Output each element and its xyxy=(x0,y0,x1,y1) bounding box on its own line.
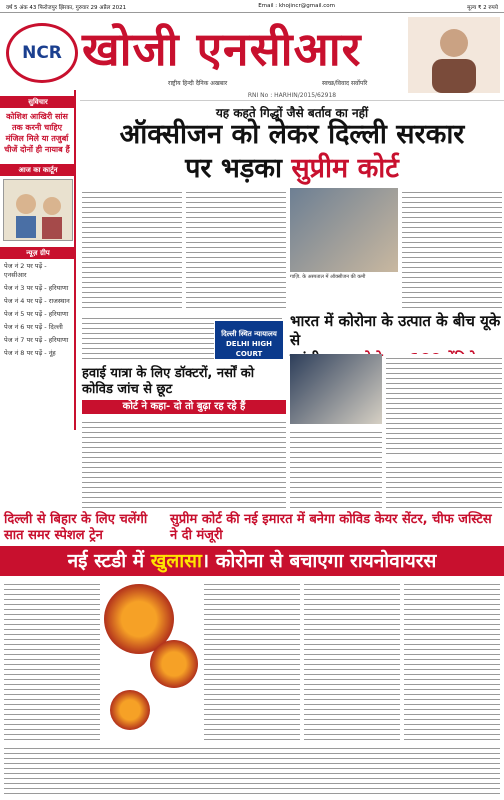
page-link[interactable]: पेज नं 2 पर पढ़ें - एनसीआर xyxy=(4,262,47,279)
top-info-line xyxy=(0,0,504,13)
page-link[interactable]: पेज नं 3 पर पढ़ें - हरियाणा xyxy=(4,284,69,292)
study-body-col4 xyxy=(404,580,500,740)
cartoon-heading: आज का कार्टून xyxy=(0,164,76,176)
study-body-col1 xyxy=(4,580,100,740)
lead-body-col4 xyxy=(402,188,502,308)
lead-photo-caption: गाज़ि. के अस्पताल में ऑक्सीजन की कमी xyxy=(290,274,366,280)
story-uk-headline-line1: भारत में कोरोना के उत्पात के बीच यूके से xyxy=(290,312,501,349)
study-banner xyxy=(0,546,504,576)
story-uk-body-2 xyxy=(290,428,382,508)
virus-image-2 xyxy=(150,640,198,688)
study-body-bottom xyxy=(4,744,500,796)
registration-number: RNI No : HARHIN/2015/62918 xyxy=(80,90,504,101)
page-link[interactable]: पेज नं 5 पर पढ़ें - हरियाणा xyxy=(4,310,69,318)
story-uk-body-3 xyxy=(386,458,502,508)
study-body-col2 xyxy=(204,580,300,740)
masthead xyxy=(0,13,504,89)
banner-highlight: खुलासा xyxy=(150,550,202,572)
story-doctors-subhead: कोर्ट ने कहा- दो तो बुढ़ा रह रहे हैं xyxy=(82,400,286,414)
lead-body-col2 xyxy=(186,188,286,308)
cartoon-image xyxy=(3,179,73,241)
banner-pre: नई स्टडी में xyxy=(67,550,151,572)
lead-body-col1 xyxy=(82,188,182,308)
lead-photo xyxy=(290,188,398,272)
ventilator-photo xyxy=(290,354,382,424)
page-link[interactable]: पेज नं 6 पर पढ़ें - दिल्ली xyxy=(4,323,63,331)
story-uk-body xyxy=(386,354,502,454)
email-text[interactable]: Email : khojincr@gmail.com xyxy=(258,3,335,9)
newspaper-title: खोजी एनसीआर xyxy=(82,22,362,76)
news-grip-heading: न्यूज़ ग्रीप xyxy=(0,247,76,259)
high-court-sign: दिल्ली स्थित न्यायालय DELHI HIGH COURT xyxy=(214,320,284,360)
thought-of-day: कोशिश आखिरी सांस तक करनी चाहिए मंजिल मिले या तजुर्बा चीजें दोनों ही नायाब हैं xyxy=(4,112,70,154)
issue-info: वर्ष 5 अंक 43 फिरोजपुर झिरका, गुरुवार 29 अप्रैल 2021 xyxy=(6,5,127,11)
logo-text: NCR xyxy=(22,43,62,63)
virus-image-3 xyxy=(110,690,150,730)
thought-heading: सुविचार xyxy=(0,96,76,108)
tagline-secondary: स्वच्छ/विवाद सर्वोपरि xyxy=(322,80,368,87)
story-doctors-headline: हवाई यात्रा के लिए डॉक्टरों, नर्सों को कोविड जांच से छूट xyxy=(82,366,255,397)
ncr-logo xyxy=(6,23,78,83)
page-link[interactable]: पेज नं 4 पर पढ़ें - राजस्थान xyxy=(4,297,70,305)
page-link[interactable]: पेज नं 8 पर पढ़ें - नूंह xyxy=(4,349,56,357)
study-body-col3 xyxy=(304,580,400,740)
lead-kicker: यह कहते गिद्धों जैसे बर्ताव का नहीं xyxy=(215,106,369,120)
lead-headline-line1: ऑक्सीजन को लेकर दिल्ली सरकार xyxy=(119,119,465,150)
tagline: राष्ट्रीय हिन्दी दैनिक अखबार xyxy=(168,80,228,87)
person-icon xyxy=(408,17,500,93)
lead-headline-highlight: सुप्रीम कोर्ट xyxy=(291,153,399,184)
banner-post: । कोरोना से बचाएगा रायनोवायरस xyxy=(201,550,437,572)
story-sc-headline: सुप्रीम कोर्ट की नई इमारत में बनेगा कोविड केयर सेंटर, चीफ जस्टिस ने दी मंजूरी xyxy=(170,512,492,543)
lead-headline-line2: पर भड़का xyxy=(185,153,292,184)
page-links xyxy=(0,259,74,359)
story-trains-headline: दिल्ली से बिहार के लिए चलेंगी सात समर स्पेशल ट्रेन xyxy=(4,512,148,543)
story-doctors-body xyxy=(82,418,286,508)
masthead-promo-image xyxy=(408,17,500,93)
left-sidebar xyxy=(0,90,76,430)
cartoon-icon xyxy=(4,180,72,240)
page-link[interactable]: पेज नं 7 पर पढ़ें - हरियाणा xyxy=(4,336,69,344)
lead-headline xyxy=(80,118,504,186)
price-text: मूल्य ₹ 2 रुपये xyxy=(467,5,498,11)
